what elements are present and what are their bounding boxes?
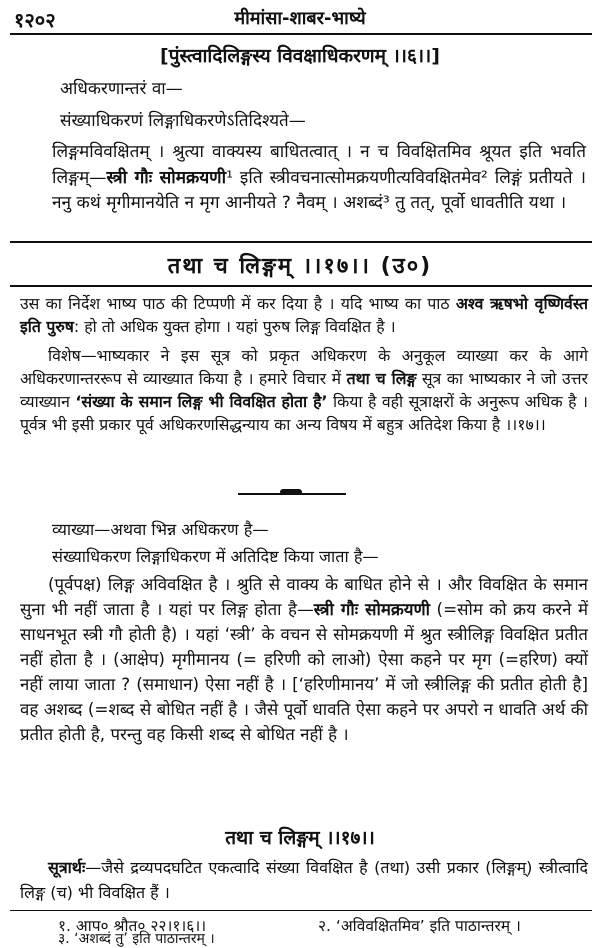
footnote-2: २. ‘अविवक्षितमिव’ इति पाठान्तरम् ।	[318, 917, 521, 935]
commentary-text-cont: : हो तो अधिक युक्त होगा । यहां पुरुष लिङ्ग विवक्षित है ।	[73, 317, 396, 336]
sanskrit-line-1: अधिकरणान्तरं वा—	[60, 79, 183, 99]
separator-ornament	[280, 489, 302, 495]
commentary-paragraph-2	[20, 344, 588, 436]
adhikarana-title: [पुंस्त्वादिलिङ्गस्य विवक्षाधिकरणम् ।।६।।]	[160, 45, 440, 67]
section-rule	[10, 241, 592, 243]
commentary-text: सूत्र का भाष्यकार ने जो उत्तर व्याख्यान	[20, 369, 588, 411]
commentary-quote: ‘संख्या के समान लिङ्ग भी विवक्षित होता है’	[75, 392, 328, 411]
bhashya-text: लिङ्गमविवक्षितम् । श्रुत्या वाक्यस्य बाधितत्वात् । न च विवक्षितमिव श्रूयत इति भवति लिङ्गम्—	[52, 142, 586, 188]
section-rule	[10, 285, 592, 287]
footnote-rule	[10, 910, 592, 911]
commentary-text: उस का निर्देश भाष्य पाठ की टिप्पणी में कर दिया है । यदि भाष्य का पाठ	[20, 294, 456, 313]
sutrartha-label: सूत्रार्थः	[48, 858, 86, 877]
commentary-quote: अश्व ऋषभो वृष्णिर्वस्त इति पुरुष	[20, 294, 588, 336]
translation-line-2: संख्याधिकरण लिङ्गाधिकरण में अतिदिष्ट किया जाता है—	[52, 547, 379, 566]
bhashya-quote: स्त्री गौः सोमक्रयणी	[106, 167, 227, 188]
sutra-heading: तथा च लिङ्गम् ।।१७।। (उ०)	[167, 254, 433, 279]
header-rule	[10, 33, 592, 35]
translation-text: (पूर्वपक्ष) लिङ्ग अविवक्षित है । श्रुति से वाक्य के बाधित होने से । और विवक्षित के समान सुना भी नहीं जाता है । यहां पर लिङ्ग होता है—	[20, 574, 588, 619]
bhashya-text-cont: ¹ इति स्त्रीवचनात्सोमक्रयणीत्यविवक्षितमेव² लिङ्गं प्रतीयते । ननु कथं मृगीमानयेति न मृग आनीयते ? नैवम् । अशब्दं³ तु तत्, पूर्वो धावतीति यथा ।	[52, 167, 586, 213]
running-title: मीमांसा-शाबर-भाष्ये	[234, 8, 366, 29]
translation-line-1: व्याख्या—अथवा भिन्न अधिकरण है—	[52, 520, 269, 539]
commentary-text: विशेष—भाष्यकार ने इस सूत्र को प्रकृत अधिकरण के अनुकूल व्याख्या कर के आगे अधिकरणान्तररूप से व्याख्यात किया है । हमारे विचार में	[20, 346, 588, 388]
commentary-text: किया है वही सूत्राक्षरों के अनुरूप अधिक है । पूर्वत्र भी इसी प्रकार पूर्व अधिकरणसिद्धन्याय का अन्य विषय में बहुत्र अतिदेश किया है ।।१७।।	[20, 392, 588, 434]
translation-text-cont: (=सोम को क्रय करने में साधनभूत स्त्री गौ होती है) । यहां ‘स्त्री’ के वचन से सोमक्रयणी में श्रुत स्त्रीलिङ्ग विवक्षित प्रतीत नहीं होता है । (आक्षेप) मृगीमानय (= हरिणी को लाओ) ऐसा कहने पर मृग (=हरिण) क्यों नहीं लाया जाता ? (समाधान) ऐसा नहीं है । [‘हरिणीमानय’ में जो स्त्रीलिङ्ग की प्रतीत होती है] वह अशब्द (=शब्द से बोधित नहीं है । जैसे पूर्वो धावति ऐसा कहने पर अपरो न धावति अर्थ की प्रतीत होती है, परन्तु वह किसी शब्द से बोधित नहीं है ।	[20, 599, 588, 744]
sanskrit-bhashya-paragraph	[52, 140, 586, 217]
footnote-3: ३. ‘अशब्दं तु’ इति पाठान्तरम् ।	[58, 931, 215, 947]
commentary-paragraph-1	[20, 292, 588, 338]
page-number: १२०२	[14, 8, 56, 32]
sutrartha-paragraph	[20, 855, 588, 905]
commentary-sutra-ref: तथा च लिङ्ग	[346, 369, 417, 388]
translation-quote: स्त्री गौः सोमक्रयणी	[313, 599, 430, 619]
translation-paragraph	[20, 572, 588, 747]
sanskrit-line-2: संख्याधिकरणं लिङ्गाधिकरणेऽतिदिश्यते—	[60, 111, 306, 131]
sutra-hindi-heading: तथा च लिङ्गम् ।।१७।।	[225, 827, 375, 849]
footnote-1: १. आप० श्रौत० २२।१।६।।	[58, 917, 207, 935]
sutrartha-text: —जैसे द्रव्यपदघटित एकत्वादि संख्या विवक्षित है (तथा) उसी प्रकार (लिङ्गम्) स्त्रीत्वादि लिङ्ग (च) भी विवक्षित हैं ।	[20, 858, 588, 902]
